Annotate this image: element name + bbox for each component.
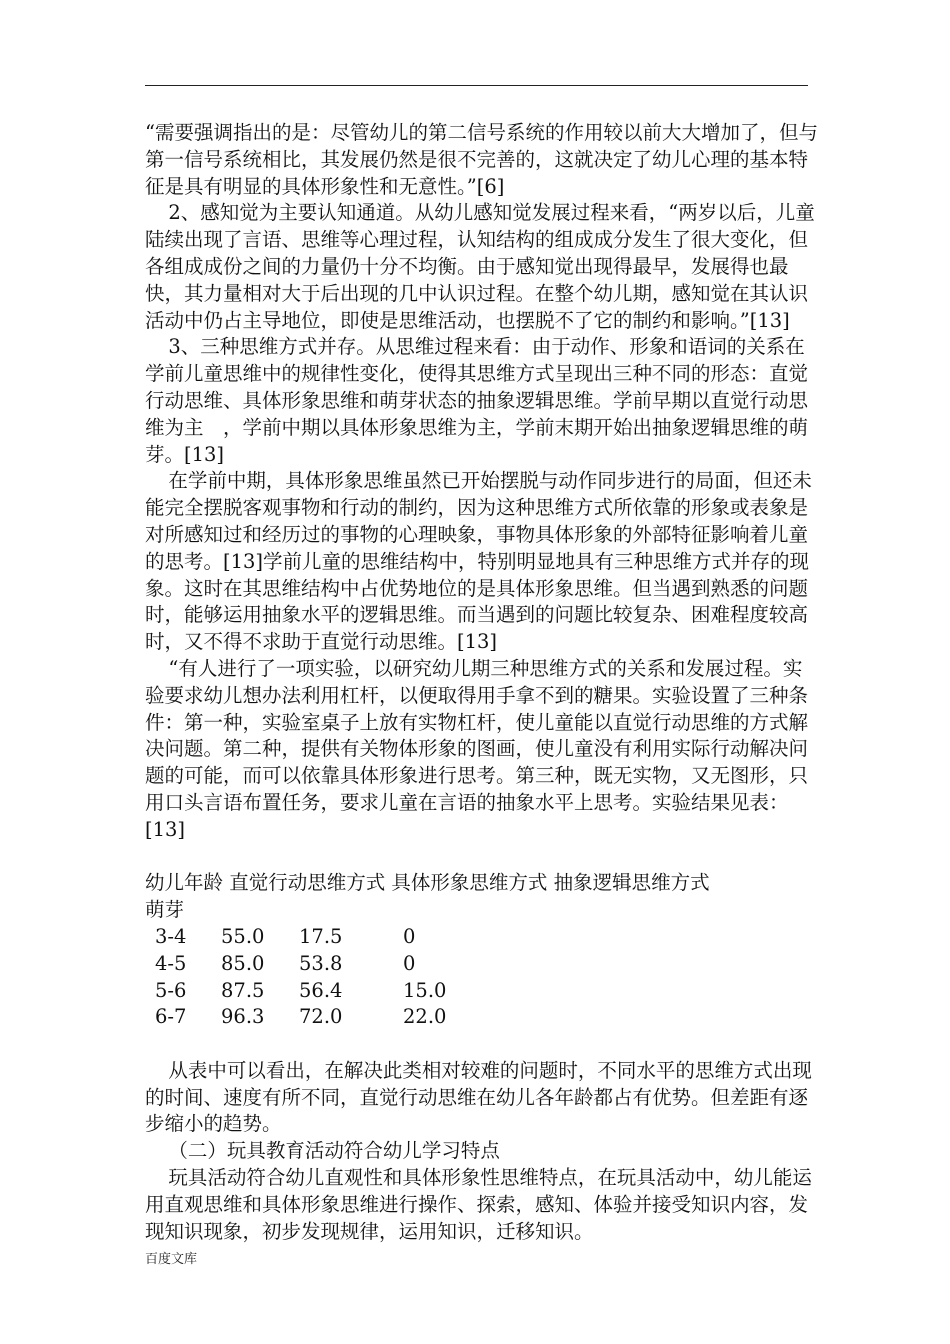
table-header-continuation: 萌芽 bbox=[145, 898, 185, 922]
paragraph-quote-second-signal: “需要强调指出的是：尽管幼儿的第二信号系统的作用较以前大大增加了，但与第一信号系统相比，其发展仍然是很不完善的，这就决定了幼儿心理的基本特征是具有明显的具体形象性和无意性。”[6] bbox=[145, 121, 818, 198]
paragraph-experiment: “有人进行了一项实验，以研究幼儿期三种思维方式的关系和发展过程。实验要求幼儿想办法利用杠杆，以便取得用手拿不到的糖果。实验设置了三种条件：第一种，实验室桌子上放有实物杠杆，使儿童能以直觉行动思维的方式解决问题。第二种，提供有关物体形象的图画，使儿童没有利用实际行动解决问题的可能，而可以依靠具体形象进行思考。第三种，既无实物，又无图形，只用口头言语布置任务，要求儿童在言语的抽象水平上思考。实验结果见表：[13] bbox=[145, 656, 809, 841]
abstract-logic-value: 15.0 bbox=[403, 978, 447, 1002]
concrete-image-value: 72.0 bbox=[299, 1005, 343, 1029]
age-cell: 3-4 bbox=[155, 924, 187, 948]
abstract-logic-value: 22.0 bbox=[403, 1005, 447, 1029]
paragraph-perception: 2、感知觉为主要认知通道。从幼儿感知觉发展过程来看，“两岁以后，儿童陆续出现了言语、思维等心理过程，认知结构的组成成分发生了很大变化，但各组成成份之间的力量仍十分不均衡。由于感知觉出现得最早，发展得也最快，其力量相对大于后出现的几中认识过程。在整个幼儿期，感知觉在其认识活动中仍占主导地位，即使是思维活动，也摆脱不了它的制约和影响。”[13] bbox=[145, 201, 815, 332]
blank-line bbox=[145, 1031, 820, 1058]
paragraph-mid-preschool: 在学前中期，具体形象思维虽然已开始摆脱与动作同步进行的局面，但还未能完全摆脱客观事物和行动的制约，因为这种思维方式所依靠的形象或表象是对所感知过和经历过的事物的心理映象，事物具体形象的外部特征影响着儿童的思考。[13]学前儿童的思维结构中，特别明显地具有三种思维方式并存的现象。这时在其思维结构中占优势地位的是具体形象思维。但当遇到熟悉的问题时，能够运用抽象水平的逻辑思维。而当遇到的问题比较复杂、困难程度较高时，又不得不求助于直觉行动思维。[13] bbox=[145, 469, 812, 654]
table-row bbox=[155, 924, 483, 951]
table-row bbox=[155, 1004, 483, 1031]
table-header-line: 幼儿年龄 直觉行动思维方式 具体形象思维方式 抽象逻辑思维方式 bbox=[145, 871, 710, 895]
intuitive-action-value: 96.3 bbox=[221, 1005, 265, 1029]
paragraph-three-thinking-modes: 3、三种思维方式并存。从思维过程来看：由于动作、形象和语词的关系在学前儿童思维中的规律性变化，使得其思维方式呈现出三种不同的形态：直觉行动思维、具体形象思维和萌芽状态的抽象逻辑思维。学前早期以直觉行动思维为主 ，学前中期以具体形象思维为主，学前末期开始出抽象逻辑思维的萌芽。[13] bbox=[145, 335, 809, 466]
document-body bbox=[145, 120, 820, 1245]
age-cell: 6-7 bbox=[155, 1005, 187, 1029]
intuitive-action-value: 87.5 bbox=[221, 978, 265, 1002]
abstract-logic-value: 0 bbox=[403, 951, 416, 975]
concrete-image-value: 53.8 bbox=[299, 951, 343, 975]
intuitive-action-value: 55.0 bbox=[221, 924, 265, 948]
paragraph-table-conclusion: 从表中可以看出，在解决此类相对较难的问题时，不同水平的思维方式出现的时间、速度有所不同，直觉行动思维在幼儿各年龄都占有优势。但差距有逐步缩小的趋势。 bbox=[145, 1058, 812, 1136]
concrete-image-value: 56.4 bbox=[299, 978, 343, 1002]
header-rule bbox=[145, 85, 808, 86]
table-row bbox=[155, 978, 483, 1005]
intuitive-action-value: 85.0 bbox=[221, 951, 265, 975]
concrete-image-value: 17.5 bbox=[299, 924, 343, 948]
footer-source-label: 百度文库 bbox=[145, 1252, 198, 1267]
age-cell: 5-6 bbox=[155, 978, 187, 1002]
results-table bbox=[155, 924, 483, 1031]
table-row bbox=[155, 951, 483, 978]
age-cell: 4-5 bbox=[155, 951, 187, 975]
abstract-logic-value: 0 bbox=[403, 924, 416, 948]
section-heading: （二）玩具教育活动符合幼儿学习特点 bbox=[168, 1139, 500, 1163]
paragraph-toy-activities: 玩具活动符合幼儿直观性和具体形象性思维特点，在玩具活动中，幼儿能运用直观思维和具体形象思维进行操作、探索，感知、体验并接受知识内容，发现知识现象，初步发现规律，运用知识，迁移知识。 bbox=[145, 1166, 812, 1243]
blank-line bbox=[145, 844, 820, 871]
